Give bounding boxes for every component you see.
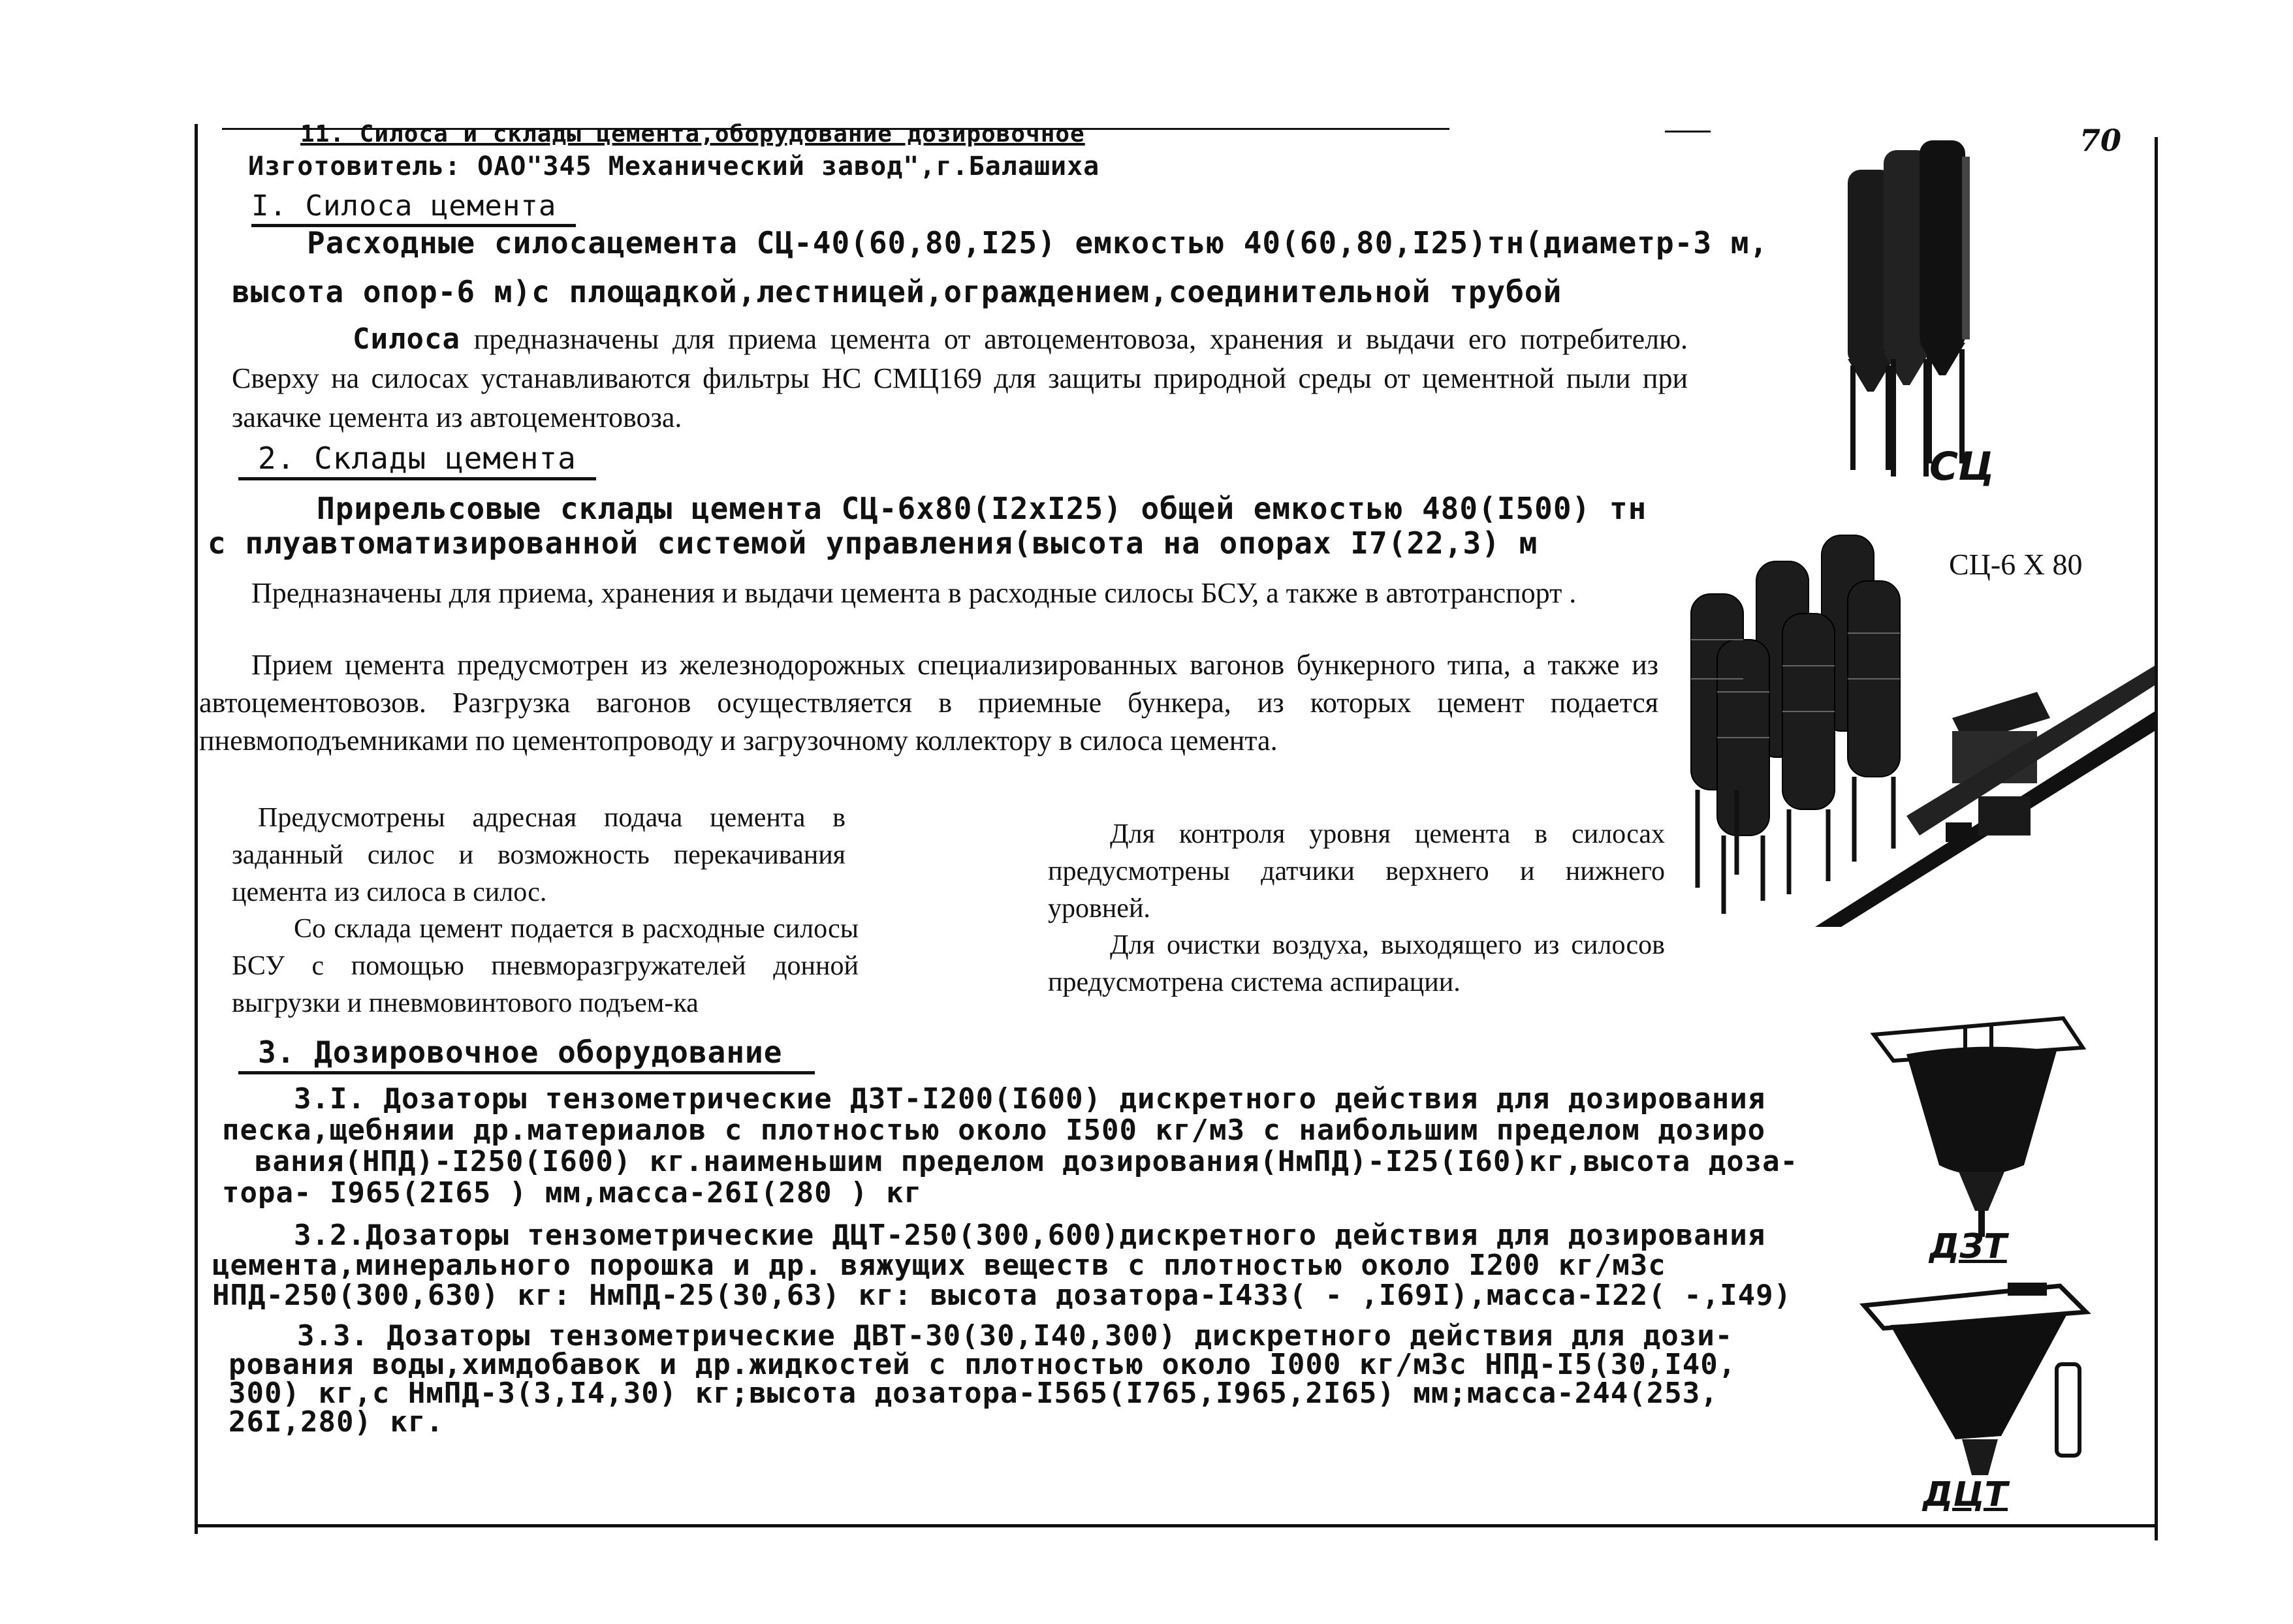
dzt-label: ДЗТ <box>1929 1227 2007 1266</box>
section1-para-text: предназначены для приема цемента от автоцементовоза, хранения и выдачи его потребителю. Сверху на силосах устанавливаются фильтры НС СМЦ169 для защиты природной среды от цементной пыли при закачке цемента из автоцементовоза. <box>232 323 1688 433</box>
section3-item1 <box>222 1084 1798 1209</box>
item2-line: цемента,минерального порошка и др. вяжущих веществ с плотностью около I200 кг/м3с <box>212 1249 1666 1282</box>
section1-heading-text: I. Силоса цемента <box>251 189 576 227</box>
section1-bold-line2: высота опор-6 м)с площадкой,лестницей,ограждением,соединительной трубой <box>232 274 1562 309</box>
section2-paragraph2: Прием цемента предусмотрен из железнодорожных специализированных вагонов бункерного типа, а также из автоцементовозов. Разгрузка вагонов осуществляется в приемные бункера, из которых цемент подается пневмоподъемниками по цементопроводу и загрузочному коллектору в силоса цемента. <box>199 649 1658 757</box>
section2-right-paragraph1: Для контроля уровня цемента в силосах предусмотрены датчики верхнего и нижнего уровней. <box>1048 819 1665 924</box>
item2-line: 3.2.Дозаторы тензометрические ДЦТ-250(300,600)дискретного действия для дозирования <box>294 1219 1766 1252</box>
item2-line: НПД-250(300,630) кг: НмПД-25(30,63) кг: высота дозатора-I433( - ,I69I),масса-I22( -,I49) <box>212 1279 1792 1312</box>
item1-line: вания(НПД)-I250(I600) кг.наименьшим пределом дозирования(НмПД)-I25(I60)кг,высота доза- <box>255 1145 1799 1178</box>
warehouse-figure <box>1671 509 2155 927</box>
section3-item3 <box>229 1319 1737 1439</box>
section2-right-paragraph2: Для очистки воздуха, выходящего из силосов предусмотрена система аспирации. <box>1048 930 1665 997</box>
silo-figure <box>1822 131 2031 496</box>
right-border-line <box>2155 137 2158 1540</box>
section1-heading <box>251 189 576 227</box>
section2-paragraph1: Предназначены для приема, хранения и выдачи цемента в расходные силосы БСУ, а также в автотранспорт . <box>251 577 1577 609</box>
item3-line: 300) кг,с НмПД-3(3,I4,30) кг;высота дозатора-I565(I765,I965,2I65) мм;масса-244(253, <box>229 1377 1718 1410</box>
item1-line: песка,щебняии др.материалов с плотностью около I500 кг/м3 с наибольшим пределом дозиро <box>222 1114 1766 1147</box>
section1-paragraph <box>232 320 1688 437</box>
bottom-border-line <box>195 1524 2158 1527</box>
silo-label: СЦ <box>1929 444 1995 490</box>
item1-line: тора- I965(2I65 ) мм,масса-26I(280 ) кг <box>222 1176 923 1210</box>
dzt-doser-figure <box>1867 1015 2089 1250</box>
top-rule-dash <box>1665 131 1711 133</box>
item3-line: 26I,280) кг. <box>229 1405 444 1439</box>
dct-label: ДЦТ <box>1923 1475 2008 1514</box>
section2-bold-line2: с плуавтоматизированной системой управления(высота на опорах I7(22,3) м <box>208 525 1538 561</box>
section2-bold-line1: Прирельсовые склады цемента СЦ-6х80(I2xI25) общей емкостью 480(I500) тн <box>317 491 1647 526</box>
manufacturer-line: Изготовитель: ОАО"345 Механический завод",г.Балашиха <box>248 151 1100 181</box>
dct-doser-figure <box>1858 1279 2093 1501</box>
warehouse-label: СЦ-6 Х 80 <box>1949 548 2083 581</box>
item3-line: 3.3. Дозаторы тензометрические ДВТ-30(30,I40,300) дискретного действия для дози- <box>297 1319 1733 1352</box>
section-title: 11. Силоса и склады цемента,оборудование дозировочное <box>300 121 1085 148</box>
section2-heading <box>238 441 596 480</box>
section3-item2 <box>212 1221 1792 1311</box>
section2-heading-text: 2. Склады цемента <box>238 441 596 480</box>
item3-line: рования воды,химдобавок и др.жидкостей с плотностью около I000 кг/м3с НПД-I5(30,I40, <box>229 1348 1737 1381</box>
page-number: 70 <box>2080 123 2122 158</box>
section1-bold-line1: Расходные силосацемента СЦ-40(60,80,I25) емкостью 40(60,80,I25)тн(диаметр-3 м, <box>307 225 1769 260</box>
section3-heading-text: 3. Дозировочное оборудование <box>238 1035 815 1074</box>
section3-heading <box>238 1035 815 1074</box>
section2-left-paragraph2: Со склада цемент подается в расходные силосы БСУ с помощью пневморазгружателей донной выгрузки и пневмовинтового подъем-ка <box>232 914 859 1018</box>
left-border-line <box>195 124 198 1534</box>
item1-line: 3.I. Дозаторы тензометрические ДЗТ-I200(I600) дискретного действия для дозирования <box>294 1082 1766 1116</box>
section2-left-paragraph1: Предусмотрены адресная подача цемента в заданный силос и возможность перекачивания цемента из силоса в силос. <box>232 803 846 907</box>
section1-para-bold-word: Силоса <box>353 322 460 356</box>
